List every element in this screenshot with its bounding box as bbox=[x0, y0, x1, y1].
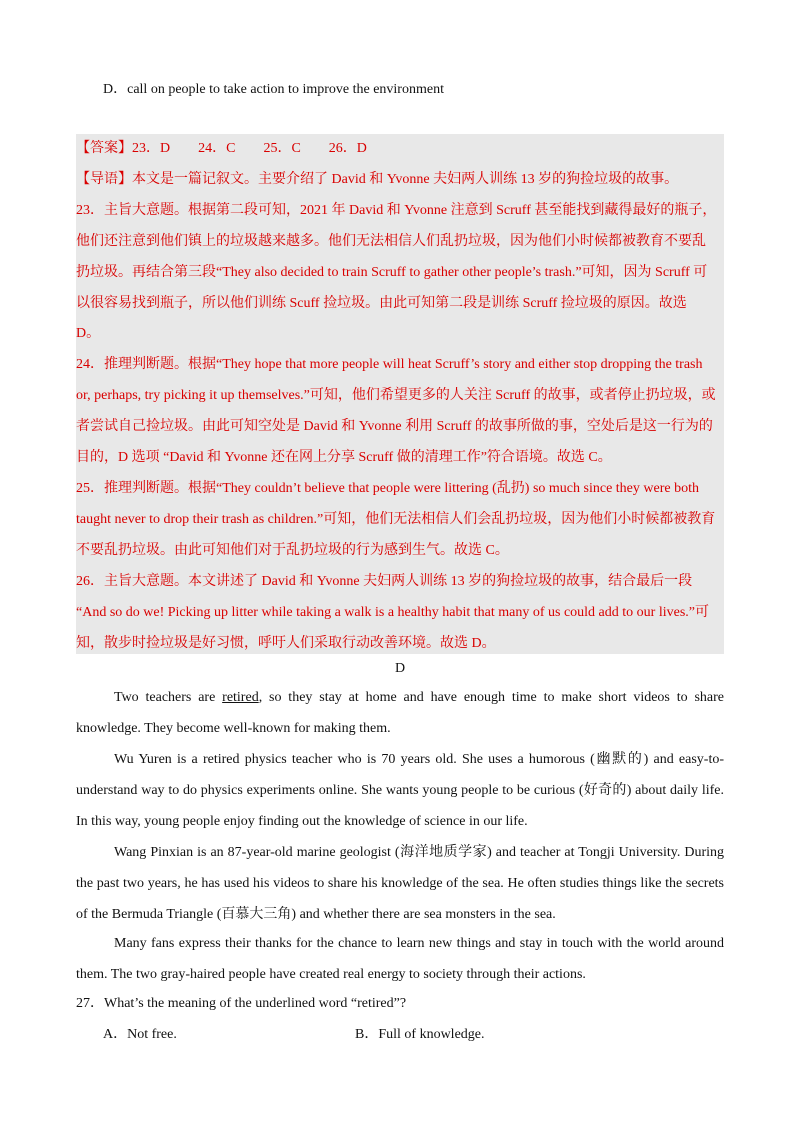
explanation-24-line-1: 24．推理判断题。根据“They hope that more people will heat Scruff’s story and either stop dropping the trash bbox=[76, 357, 703, 372]
passage-paragraph-2: Wu Yuren is a retired physics teacher who is 70 years old. She uses a humorous (幽默的) and easy-to-understand way to do physics experiments online. She wants young people to be curious (好奇的) about daily life. In this way, young people enjoy finding out the knowledge of science in our life. bbox=[76, 752, 724, 829]
explanation-24-line-4: 目的，D 选项 “David 和 Yvonne 还在网上分享 Scruff 做的清理工作”符合语境。故选 C。 bbox=[76, 450, 612, 465]
option-b: B．Full of knowledge. bbox=[355, 1027, 485, 1042]
explanation-23-line-4: 以很容易找到瓶子，所以他们训练 Scuff 捡垃圾。由此可知第二段是训练 Scruff 捡垃圾的原因。故选 bbox=[76, 296, 687, 311]
explanation-26-line-2: “And so do we! Picking up litter while taking a walk is a healthy habit that many of us could add to our lives.”可 bbox=[76, 605, 709, 620]
passage-paragraph-4: Many fans express their thanks for the chance to learn new things and stay in touch with the world around them. The two gray-haired people have created real energy to society through their actions. bbox=[76, 936, 724, 982]
explanation-24-line-3: 者尝试自己捡垃圾。由此可知空处是 David 和 Yvonne 利用 Scruff 的故事所做的事，空处后是这一行为的 bbox=[76, 419, 713, 434]
paragraph-text: Two teachers are bbox=[114, 690, 223, 705]
explanation-26-line-3: 知，散步时捡垃圾是好习惯，呼吁人们采取行动改善环境。故选 D。 bbox=[76, 636, 496, 651]
explanation-23-line-5: D。 bbox=[76, 326, 101, 341]
passage-paragraph-1 bbox=[76, 682, 724, 744]
explanation-25-line-2: taught never to drop their trash as children.”可知，他们无法相信人们会乱扔垃圾，因为他们小时候都被教育 bbox=[76, 512, 716, 527]
explanation-24-line-2: or, perhaps, try picking it up themselves.”可知，他们希望更多的人关注 Scruff 的故事，或者停止扔垃圾，或 bbox=[76, 388, 716, 403]
paragraph-text: , so they stay at home and have enough time to make short videos to share knowledge. They become well-known for making them. bbox=[76, 690, 724, 736]
answer-key-line: 【答案】23．D 24．C 25．C 26．D bbox=[76, 141, 367, 156]
passage-paragraph-3: Wang Pinxian is an 87-year-old marine geologist (海洋地质学家) and teacher at Tongji University. During the past two years, he has used his videos to share his knowledge of the sea. He often studies things like the secrets of the Bermuda Triangle (百慕大三角) and whether there are sea monsters in the sea. bbox=[76, 845, 724, 922]
question-27: 27．What’s the meaning of the underlined word “retired”? bbox=[76, 996, 407, 1011]
previous-option-d: D．call on people to take action to improve the environment bbox=[103, 82, 444, 97]
explanation-26-line-1: 26．主旨大意题。本文讲述了 David 和 Yvonne 夫妇两人训练 13 岁的狗捡垃圾的故事，结合最后一段 bbox=[76, 574, 693, 589]
guide-line: 【导语】本文是一篇记叙文。主要介绍了 David 和 Yvonne 夫妇两人训练 13 岁的狗捡垃圾的故事。 bbox=[76, 172, 679, 187]
explanation-23-line-1: 23．主旨大意题。根据第二段可知，2021 年 David 和 Yvonne 注意到 Scruff 甚至能找到藏得最好的瓶子， bbox=[76, 203, 717, 218]
explanation-25-line-1: 25．推理判断题。根据“They couldn’t believe that people were littering (乱扔) so much since they were both bbox=[76, 481, 699, 496]
option-a: A．Not free. bbox=[103, 1027, 177, 1042]
underlined-word: retired bbox=[222, 690, 259, 705]
explanation-25-line-3: 不要乱扔垃圾。由此可知他们对于乱扔垃圾的行为感到生气。故选 C。 bbox=[76, 543, 509, 558]
explanation-23-line-3: 扔垃圾。再结合第三段“They also decided to train Scruff to gather other people’s trash.”可知，因为 Scruff 可 bbox=[76, 265, 708, 280]
section-heading: D bbox=[394, 661, 406, 676]
explanation-23-line-2: 他们还注意到他们镇上的垃圾越来越多。他们无法相信人们乱扔垃圾，因为他们小时候都被教育不要乱 bbox=[76, 234, 706, 249]
